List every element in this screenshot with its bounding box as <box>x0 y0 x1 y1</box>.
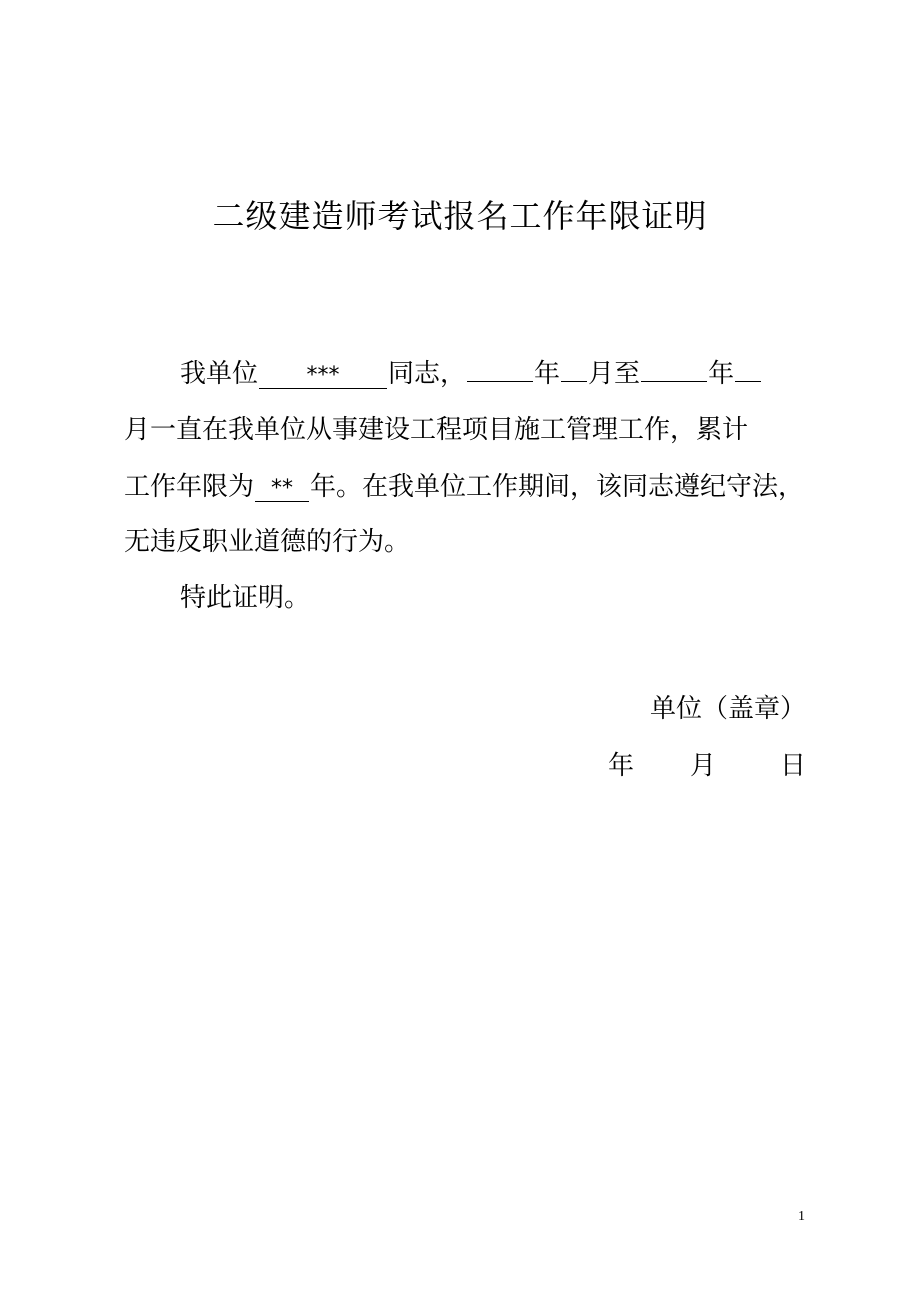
start-year-blank <box>467 354 533 382</box>
years-blank: ** <box>255 474 309 502</box>
text-segment: 年。在我单位工作期间，该同志遵纪守法， <box>310 472 805 502</box>
year-label: 年 <box>607 751 634 781</box>
month-label: 月 <box>689 751 716 781</box>
paragraph-line-4: 无违反职业道德的行为。 <box>124 527 411 557</box>
paragraph-line-1 <box>180 354 762 394</box>
name-blank: *** <box>259 361 387 389</box>
date-line <box>608 746 806 786</box>
text-segment: 月至 <box>588 359 641 389</box>
document-title: 二级建造师考试报名工作年限证明 <box>212 197 708 235</box>
end-month-blank <box>735 354 761 382</box>
text-segment: 年 <box>708 359 735 389</box>
text-segment: 我单位 <box>180 359 259 389</box>
end-year-blank <box>641 354 707 382</box>
text-segment: 工作年限为 <box>124 472 255 502</box>
closing-line: 特此证明。 <box>180 583 311 613</box>
page-number: 1 <box>798 1209 805 1224</box>
text-segment: 年 <box>534 359 561 389</box>
start-month-blank <box>561 354 587 382</box>
unit-seal-label: 单位（盖章） <box>649 694 806 724</box>
paragraph-line-2: 月一直在我单位从事建设工程项目施工管理工作，累计 <box>124 415 749 445</box>
day-label: 日 <box>779 751 806 781</box>
text-segment: 同志， <box>388 359 467 389</box>
paragraph-line-3 <box>124 467 804 507</box>
